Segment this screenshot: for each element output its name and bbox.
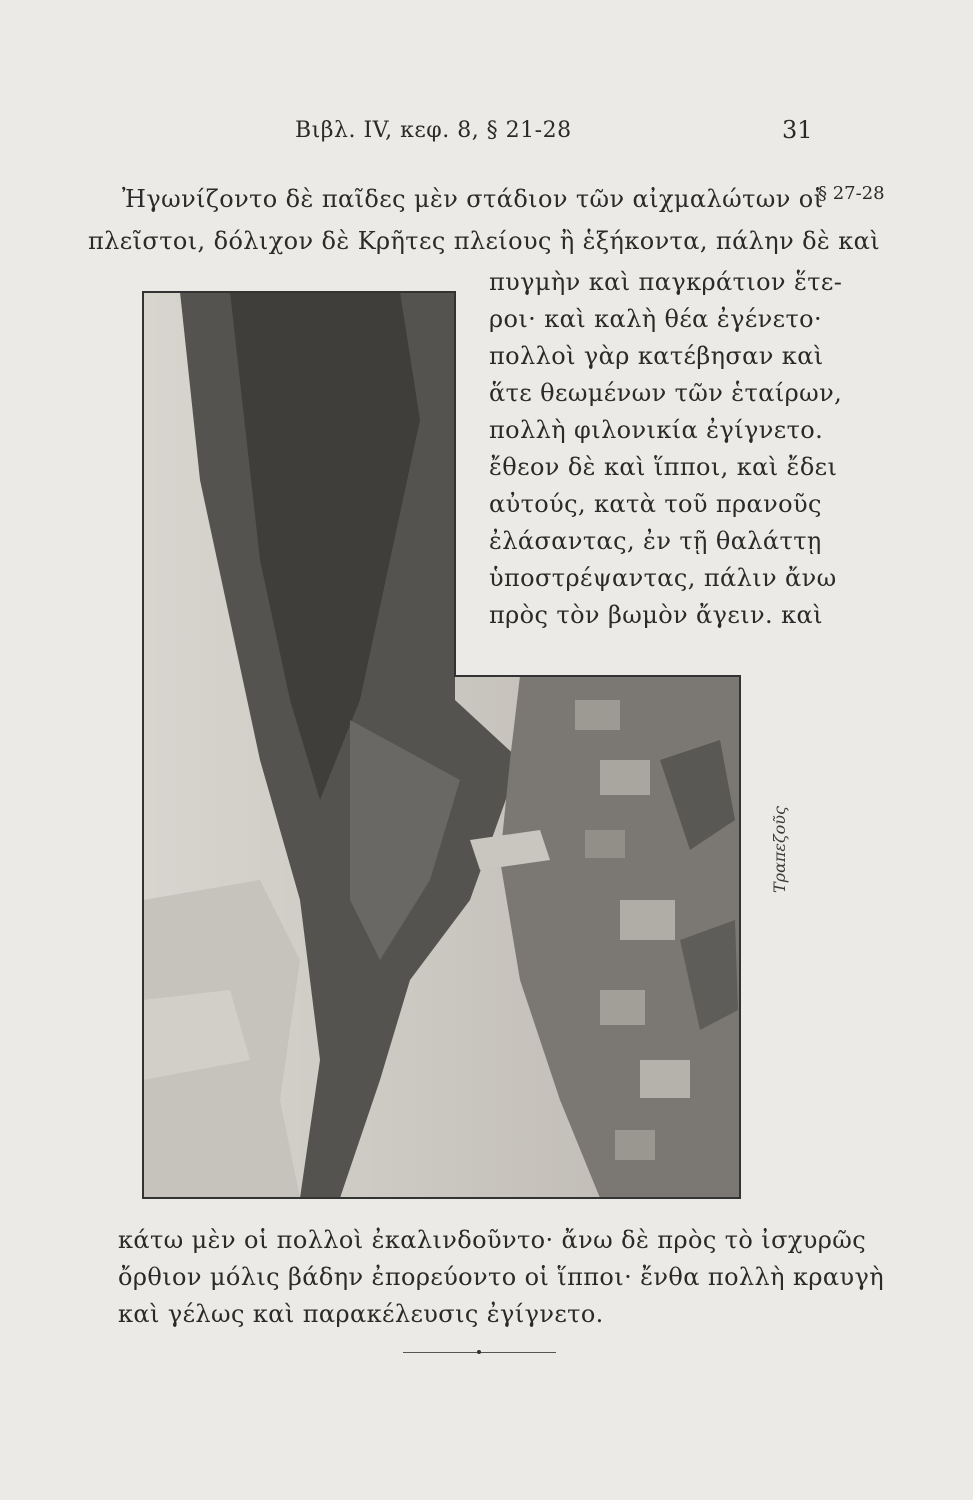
body-line: ἔθεον δὲ καὶ ἵπποι, καὶ ἔδει xyxy=(489,453,838,481)
running-head: Βιβλ. IV, κεφ. 8, § 21-28 xyxy=(295,118,572,143)
figure-caption: Τραπεζοῦς xyxy=(770,806,789,893)
body-line: πυγμὴν καὶ παγκράτιον ἕτε- xyxy=(489,268,843,296)
body-line: ὑποστρέψαντας, πάλιν ἄνω xyxy=(489,564,837,592)
page-number: 31 xyxy=(782,116,813,144)
body-line: ἅτε θεωμένων τῶν ἑταίρων, xyxy=(489,379,843,407)
body-line: ροι· καὶ καλὴ θέα ἐγένετο· xyxy=(489,305,823,333)
body-line: ἐλάσαντας, ἐν τῇ θαλάττῃ xyxy=(489,527,822,555)
body-line: πλεῖστοι, δόλιχον δὲ Κρῆτες πλείους ἢ ἑξήκοντα, πάλην δὲ καὶ xyxy=(88,227,881,255)
body-line: καὶ γέλως καὶ παρακέλευσις ἐγίγνετο. xyxy=(118,1300,604,1328)
body-line: πρὸς τὸν βωμὸν ἄγειν. καὶ xyxy=(489,601,823,629)
body-line: ὄρθιον μόλις βάδην ἐπορεύοντο οἱ ἵπποι· ἔνθα πολλὴ κραυγὴ xyxy=(118,1263,884,1291)
body-line: Ἠγωνίζοντο δὲ παῖδες μὲν στάδιον τῶν αἰχμαλώτων οἱ xyxy=(122,185,824,213)
body-line: πολλοὶ γὰρ κατέβησαν καὶ xyxy=(489,342,824,370)
margin-section-reference: § 27-28 xyxy=(818,183,885,204)
body-line: αὐτούς, κατὰ τοῦ πρανοῦς xyxy=(489,490,822,518)
body-line: κάτω μὲν οἱ πολλοὶ ἐκαλινδοῦντο· ἄνω δὲ πρὸς τὸ ἰσχυρῶς xyxy=(118,1226,867,1254)
body-line: πολλὴ φιλονικία ἐγίγνετο. xyxy=(489,416,824,444)
divider-ornament xyxy=(477,1350,481,1354)
